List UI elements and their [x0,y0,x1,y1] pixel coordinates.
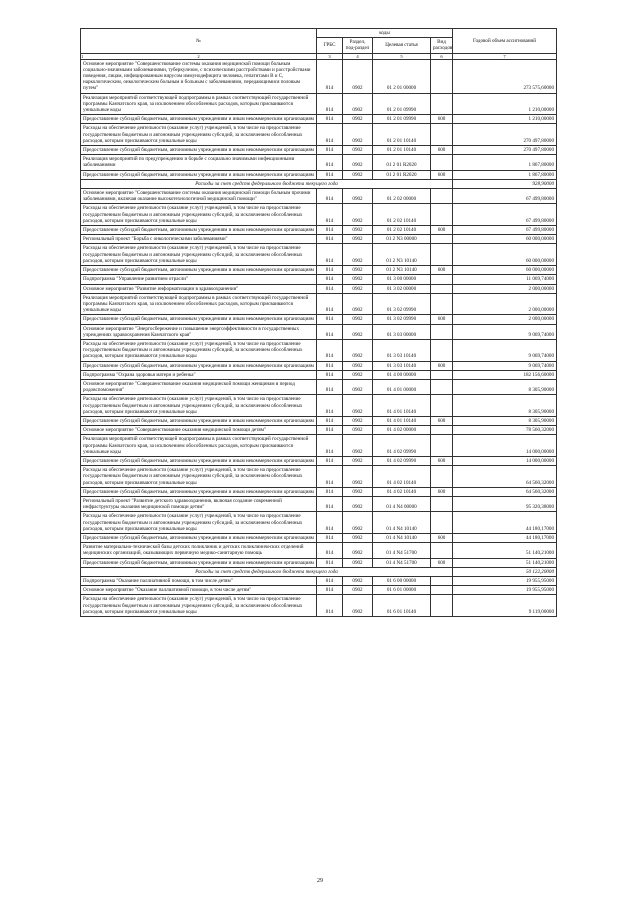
section-cell: 0902 [343,558,373,567]
target-item-cell: 01 2 02 10140 [373,204,431,226]
table-row [81,595,557,617]
section-cell: 0902 [343,244,373,266]
table-row [81,275,557,284]
sum-cell: 2 000,00000 [453,284,557,293]
grbs-cell: 814 [317,244,343,266]
name-cell: Региональный проект "Развитие детского здравоохранения, включая создание современной инфраструктуры оказания медицинской помощи детям" [81,496,317,511]
expense-type-cell [431,275,453,284]
target-item-cell: 01 4 02 09990 [373,456,431,465]
name-cell: Подпрограмма "Управление развитием отрасли" [81,275,317,284]
name-cell: Предоставление субсидий бюджетным, автономным учреждениям и иным некоммерческим организациям [81,146,317,155]
section-cell: 0902 [343,456,373,465]
target-item-cell: 01 4 01 10140 [373,416,431,425]
sum-cell: 44 180,17000 [453,512,557,534]
section-cell: 0902 [343,284,373,293]
expense-type-cell [431,426,453,435]
table-row [81,361,557,370]
table-row [81,543,557,558]
table-row [81,155,557,170]
target-item-cell: 01 6 01 00000 [373,586,431,595]
column-index: 3 [317,53,343,59]
name-cell: Реализация мероприятий соответствующей подпрограммы в рамках соответствующей государственной программы Камчатского края, за исключением обособленных расходов, которым присваиваются уникальные коды [81,435,317,457]
header-codes: коды [317,29,453,38]
name-cell: Подпрограмма "Охрана здоровья матери и ребенка" [81,370,317,379]
grbs-cell: 814 [317,512,343,534]
expense-type-cell: 600 [431,534,453,543]
sum-cell: 60 000,00000 [453,266,557,275]
sum-cell: 270 497,80000 [453,124,557,146]
target-item-cell: 01 3 02 00000 [373,284,431,293]
target-item-cell: 01 2 02 10140 [373,226,431,235]
table-row [81,244,557,266]
table-row [81,93,557,115]
expense-type-cell: 600 [431,456,453,465]
sum-cell: 60 000,00000 [453,244,557,266]
section-cell: 0902 [343,315,373,324]
name-cell: Реализация мероприятий по предупреждению и борьбе с социально значимыми инфекционными заболеваниями [81,155,317,170]
section-cell: 0902 [343,93,373,115]
grbs-cell: 814 [317,577,343,586]
expense-type-cell [431,370,453,379]
section-cell: 0902 [343,379,373,394]
target-item-cell: 01 4 02 10140 [373,487,431,496]
sum-cell: 1 867,80000 [453,155,557,170]
note-row [81,567,557,576]
name-cell: Предоставление субсидий бюджетным, автономным учреждениям и иным некоммерческим организациям [81,487,317,496]
header-grbs: ГРБС [317,38,343,53]
table-row [81,416,557,425]
expense-type-cell [431,244,453,266]
section-cell: 0902 [343,512,373,534]
table-row [81,435,557,457]
grbs-cell: 814 [317,324,343,339]
table-row [81,339,557,361]
section-cell: 0902 [343,339,373,361]
table-row [81,189,557,204]
budget-table [80,28,557,617]
section-cell: 0902 [343,395,373,417]
sum-cell: 64 560,32000 [453,466,557,488]
expense-type-cell [431,512,453,534]
section-cell: 0902 [343,487,373,496]
note-cell: Расходы за счет средств федерального бюджета текущего года [81,567,453,576]
note-cell: Расходы за счет средств федерального бюджета текущего года [81,179,453,188]
sum-cell: 8 305,90000 [453,416,557,425]
grbs-cell: 814 [317,146,343,155]
table-row [81,315,557,324]
grbs-cell: 814 [317,124,343,146]
section-cell: 0902 [343,204,373,226]
table-row [81,146,557,155]
grbs-cell: 814 [317,315,343,324]
target-item-cell: 01 4 N4 51700 [373,558,431,567]
sum-cell: 78 560,32000 [453,426,557,435]
column-index: 7 [453,53,557,59]
table-row [81,124,557,146]
expense-type-cell [431,155,453,170]
sum-cell: 1 210,00000 [453,93,557,115]
sum-cell: 9 069,74000 [453,324,557,339]
grbs-cell: 814 [317,534,343,543]
section-cell: 0902 [343,59,373,93]
target-item-cell: 01 3 03 00000 [373,324,431,339]
name-cell: Предоставление субсидий бюджетным, автономным учреждениям и иным некоммерческим организациям [81,456,317,465]
table-row [81,577,557,586]
target-item-cell: 01 2 01 R2020 [373,155,431,170]
table-row [81,370,557,379]
name-cell: Развитие материально-технической базы детских поликлиник и детских поликлинических отделений медицинских организаций, оказывающих первичную медико-санитарную помощь [81,543,317,558]
name-cell: Предоставление субсидий бюджетным, автономным учреждениям и иным некоммерческим организациям [81,534,317,543]
section-cell: 0902 [343,146,373,155]
grbs-cell: 814 [317,558,343,567]
page-number: 29 [317,878,323,884]
grbs-cell: 814 [317,586,343,595]
section-cell: 0902 [343,189,373,204]
sum-cell: 270 497,80000 [453,146,557,155]
expense-type-cell: 600 [431,487,453,496]
target-item-cell: 01 2 01 10140 [373,124,431,146]
expense-type-cell [431,93,453,115]
section-cell: 0902 [343,577,373,586]
expense-type-cell [431,395,453,417]
target-item-cell: 01 4 N4 51700 [373,543,431,558]
name-cell: Реализация мероприятий соответствующей подпрограммы в рамках соответствующей государственной программы Камчатского края, за исключением обособленных расходов, которым присваиваются уникальные коды [81,93,317,115]
sum-cell: 2 000,00000 [453,315,557,324]
name-cell: Расходы на обеспечение деятельности (оказание услуг) учреждений, в том числе на предоставление государственным бюджетным и автономным учреждениям субсидий, за исключением обособленных расходов, которым присваиваются уникальные коды [81,512,317,534]
grbs-cell: 814 [317,189,343,204]
grbs-cell: 814 [317,361,343,370]
section-cell: 0902 [343,275,373,284]
sum-cell: 2 000,00000 [453,293,557,315]
grbs-cell: 814 [317,59,343,93]
sum-cell: 1 867,80000 [453,170,557,179]
grbs-cell: 814 [317,466,343,488]
expense-type-cell [431,577,453,586]
table-row [81,456,557,465]
name-cell: Расходы на обеспечение деятельности (оказание услуг) учреждений, в том числе на предоставление государственным бюджетным и автономным учреждениям субсидий, за исключением обособленных расходов, которым присваиваются уникальные коды [81,339,317,361]
grbs-cell: 814 [317,543,343,558]
sum-cell: 60 000,00000 [453,235,557,244]
expense-type-cell: 600 [431,558,453,567]
grbs-cell: 814 [317,496,343,511]
name-cell: Основное мероприятие "Совершенствование системы оказания медицинской помощи больным социально-значимыми заболеваниями, туберкулезом, с психическими расстройствами и расстройствами поведения, лицам, инфицированным вирусом иммунодефицита человека, гепатитами B и C, наркологическим, онкологическим больным и больным с заболеваниями, передающимися половым путем" [81,59,317,93]
section-cell: 0902 [343,595,373,617]
grbs-cell: 814 [317,293,343,315]
sum-cell: 95 320,38000 [453,496,557,511]
section-cell: 0902 [343,155,373,170]
target-item-cell: 01 4 02 09990 [373,435,431,457]
grbs-cell: 814 [317,266,343,275]
grbs-cell: 814 [317,226,343,235]
sum-cell: 8 305,90000 [453,379,557,394]
expense-type-cell [431,466,453,488]
name-cell: Расходы на обеспечение деятельности (оказание услуг) учреждений, в том числе на предоставление государственным бюджетным и автономным учреждениям субсидий, за исключением обособленных расходов, которым присваиваются уникальные коды [81,466,317,488]
expense-type-cell [431,379,453,394]
target-item-cell: 01 6 01 10140 [373,595,431,617]
name-cell: Расходы на обеспечение деятельности (оказание услуг) учреждений, в том числе на предоставление государственным бюджетным и автономным учреждениям субсидий, за исключением обособленных расходов, которым присваиваются уникальные коды [81,244,317,266]
target-item-cell: 01 2 N3 10140 [373,244,431,266]
expense-type-cell [431,284,453,293]
name-cell: Предоставление субсидий бюджетным, автономным учреждениям и иным некоммерческим организациям [81,416,317,425]
column-index: 6 [431,53,453,59]
grbs-cell: 814 [317,155,343,170]
sum-cell: 51 140,21000 [453,543,557,558]
section-cell: 0902 [343,361,373,370]
note-sum-cell: 50 122,20000 [453,567,557,576]
grbs-cell: 814 [317,456,343,465]
section-cell: 0902 [343,370,373,379]
target-item-cell: 01 4 01 10140 [373,395,431,417]
expense-type-cell [431,293,453,315]
table-row [81,379,557,394]
expense-type-cell: 600 [431,170,453,179]
expense-type-cell: 600 [431,146,453,155]
sum-cell: 14 000,00000 [453,456,557,465]
sum-cell: 67 499,80000 [453,189,557,204]
expense-type-cell: 600 [431,266,453,275]
target-item-cell: 01 4 N4 10140 [373,534,431,543]
grbs-cell: 814 [317,426,343,435]
sum-cell: 182 156,60000 [453,370,557,379]
section-cell: 0902 [343,426,373,435]
table-row [81,586,557,595]
sum-cell: 19 955,95000 [453,586,557,595]
section-cell: 0902 [343,170,373,179]
budget-sheet [80,28,556,617]
table-row [81,466,557,488]
table-row [81,266,557,275]
grbs-cell: 814 [317,435,343,457]
sum-cell: 64 560,32000 [453,487,557,496]
section-cell: 0902 [343,324,373,339]
grbs-cell: 814 [317,370,343,379]
section-cell: 0902 [343,226,373,235]
name-cell: Основное мероприятие "Совершенствование оказания медицинской помощи женщинам в период родовспоможения" [81,379,317,394]
target-item-cell: 01 2 01 R2020 [373,170,431,179]
name-cell: Основное мероприятие "Совершенствование оказания медицинской помощи детям" [81,426,317,435]
expense-type-cell [431,235,453,244]
expense-type-cell: 600 [431,361,453,370]
target-item-cell: 01 3 03 10140 [373,361,431,370]
table-row [81,324,557,339]
sum-cell: 51 140,21000 [453,558,557,567]
expense-type-cell [431,339,453,361]
column-index: 4 [343,53,373,59]
section-cell: 0902 [343,416,373,425]
table-row [81,115,557,124]
name-cell: Реализация мероприятий соответствующей подпрограммы в рамках соответствующей государственной программы Камчатского края, за исключением обособленных расходов, которым присваиваются уникальные коды [81,293,317,315]
name-cell: Расходы на обеспечение деятельности (оказание услуг) учреждений, в том числе на предоставление государственным бюджетным и автономным учреждениям субсидий, за исключением обособленных расходов, которым присваиваются уникальные коды [81,204,317,226]
grbs-cell: 814 [317,204,343,226]
grbs-cell: 814 [317,275,343,284]
name-cell: Предоставление субсидий бюджетным, автономным учреждениям и иным некоммерческим организациям [81,315,317,324]
table-row [81,226,557,235]
name-cell: Расходы на обеспечение деятельности (оказание услуг) учреждений, в том числе на предоставление государственным бюджетным и автономным учреждениям субсидий, за исключением обособленных расходов, которым присваиваются уникальные коды [81,124,317,146]
name-cell: Предоставление субсидий бюджетным, автономным учреждениям и иным некоммерческим организациям [81,361,317,370]
section-cell: 0902 [343,586,373,595]
section-cell: 0902 [343,435,373,457]
column-index: 5 [373,53,431,59]
expense-type-cell: 600 [431,416,453,425]
sum-cell: 1 210,00000 [453,115,557,124]
note-sum-cell: 928,90000 [453,179,557,188]
table-row [81,204,557,226]
name-cell: Предоставление субсидий бюджетным, автономным учреждениям и иным некоммерческим организациям [81,558,317,567]
expense-type-cell [431,189,453,204]
expense-type-cell [431,496,453,511]
grbs-cell: 814 [317,170,343,179]
expense-type-cell [431,59,453,93]
note-row [81,179,557,188]
name-cell: Предоставление субсидий бюджетным, автономным учреждениям и иным некоммерческим организациям [81,226,317,235]
target-item-cell: 01 4 02 00000 [373,426,431,435]
grbs-cell: 814 [317,416,343,425]
table-row [81,426,557,435]
section-cell: 0902 [343,235,373,244]
target-item-cell: 01 2 01 00000 [373,59,431,93]
table-row [81,487,557,496]
section-cell: 0902 [343,496,373,511]
target-item-cell: 01 2 02 00000 [373,189,431,204]
expense-type-cell [431,543,453,558]
sum-cell: 8 305,90000 [453,395,557,417]
header-section: Раздел, под-раздел [343,38,373,53]
column-index: 2 [81,53,317,59]
header-annual-sum: Годовой объем ассигнований [453,29,557,54]
grbs-cell: 814 [317,595,343,617]
expense-type-cell: 600 [431,115,453,124]
column-index-row: 1 2 3 4 5 6 7 [81,53,557,59]
sum-cell: 9 069,74000 [453,361,557,370]
sum-cell: 44 180,17000 [453,534,557,543]
grbs-cell: 814 [317,395,343,417]
grbs-cell: 814 [317,487,343,496]
grbs-cell: 814 [317,339,343,361]
target-item-cell: 01 3 02 09990 [373,315,431,324]
expense-type-cell [431,324,453,339]
grbs-cell: 814 [317,93,343,115]
target-item-cell: 01 4 02 10140 [373,466,431,488]
name-cell: Расходы на обеспечение деятельности (оказание услуг) учреждений, в том числе на предоставление государственным бюджетным и автономным учреждениям субсидий, за исключением обособленных расходов, которым присваиваются уникальные коды [81,395,317,417]
section-cell: 0902 [343,115,373,124]
sum-cell: 273 575,60000 [453,59,557,93]
target-item-cell: 01 2 N3 00000 [373,235,431,244]
grbs-cell: 814 [317,379,343,394]
target-item-cell: 01 4 00 00000 [373,370,431,379]
section-cell: 0902 [343,124,373,146]
target-item-cell: 01 4 01 00000 [373,379,431,394]
grbs-cell: 814 [317,235,343,244]
table-row [81,235,557,244]
target-item-cell: 01 3 02 09990 [373,293,431,315]
target-item-cell: 01 2 01 10140 [373,146,431,155]
name-cell: Расходы на обеспечение деятельности (оказание услуг) учреждений, в том числе на предоставление государственным бюджетным и автономным учреждениям субсидий, за исключением обособленных расходов, которым присваиваются уникальные коды [81,595,317,617]
header-target-item: Целевая статья [373,38,431,53]
sum-cell: 9 119,00000 [453,595,557,617]
expense-type-cell [431,595,453,617]
table-row [81,395,557,417]
target-item-cell: 01 2 N3 10140 [373,266,431,275]
table-row [81,284,557,293]
name-cell: Предоставление субсидий бюджетным, автономным учреждениям и иным некоммерческим организациям [81,266,317,275]
target-item-cell: 01 2 01 09990 [373,93,431,115]
expense-type-cell [431,435,453,457]
name-cell: Основное мероприятие "Оказание паллиативной помощи, в том числе детям" [81,586,317,595]
name-cell: Региональный проект "Борьба с онкологическими заболеваниями" [81,235,317,244]
target-item-cell: 01 3 00 00000 [373,275,431,284]
section-cell: 0902 [343,534,373,543]
section-cell: 0902 [343,543,373,558]
sum-cell: 14 000,00000 [453,435,557,457]
sum-cell: 9 069,74000 [453,339,557,361]
table-row [81,534,557,543]
grbs-cell: 814 [317,284,343,293]
name-cell: Основное мероприятие "Развитие информатизации в здравоохранении" [81,284,317,293]
table-row [81,496,557,511]
table-row [81,170,557,179]
grbs-cell: 814 [317,115,343,124]
name-cell: Основное мероприятие "Энергосбережение и повышение энергоэффективности в государственных учреждениях здравоохранения Камчатского края" [81,324,317,339]
table-row [81,512,557,534]
sum-cell: 19 955,95000 [453,577,557,586]
name-cell: Основное мероприятие "Совершенствование системы оказания медицинской помощи больным прочими заболеваниями, включая оказание высокотехнологичной медицинской помощи" [81,189,317,204]
sum-cell: 67 499,80000 [453,204,557,226]
target-item-cell: 01 2 01 09990 [373,115,431,124]
section-cell: 0902 [343,293,373,315]
name-cell: Предоставление субсидий бюджетным, автономным учреждениям и иным некоммерческим организациям [81,170,317,179]
target-item-cell: 01 4 N4 00000 [373,496,431,511]
target-item-cell: 01 4 N4 10140 [373,512,431,534]
target-item-cell: 01 3 03 10140 [373,339,431,361]
table-row [81,293,557,315]
section-cell: 0902 [343,266,373,275]
expense-type-cell [431,204,453,226]
expense-type-cell: 600 [431,226,453,235]
expense-type-cell: 600 [431,315,453,324]
header-number: № [81,29,317,54]
table-row [81,59,557,93]
sum-cell: 11 069,74000 [453,275,557,284]
expense-type-cell [431,124,453,146]
name-cell: Предоставление субсидий бюджетным, автономным учреждениям и иным некоммерческим организациям [81,115,317,124]
target-item-cell: 01 6 00 00000 [373,577,431,586]
section-cell: 0902 [343,466,373,488]
table-row [81,558,557,567]
sum-cell: 67 499,80000 [453,226,557,235]
name-cell: Подпрограмма "Оказание паллиативной помощи, в том числе детям" [81,577,317,586]
expense-type-cell [431,586,453,595]
header-expense-type: Вид расходов [431,38,453,53]
